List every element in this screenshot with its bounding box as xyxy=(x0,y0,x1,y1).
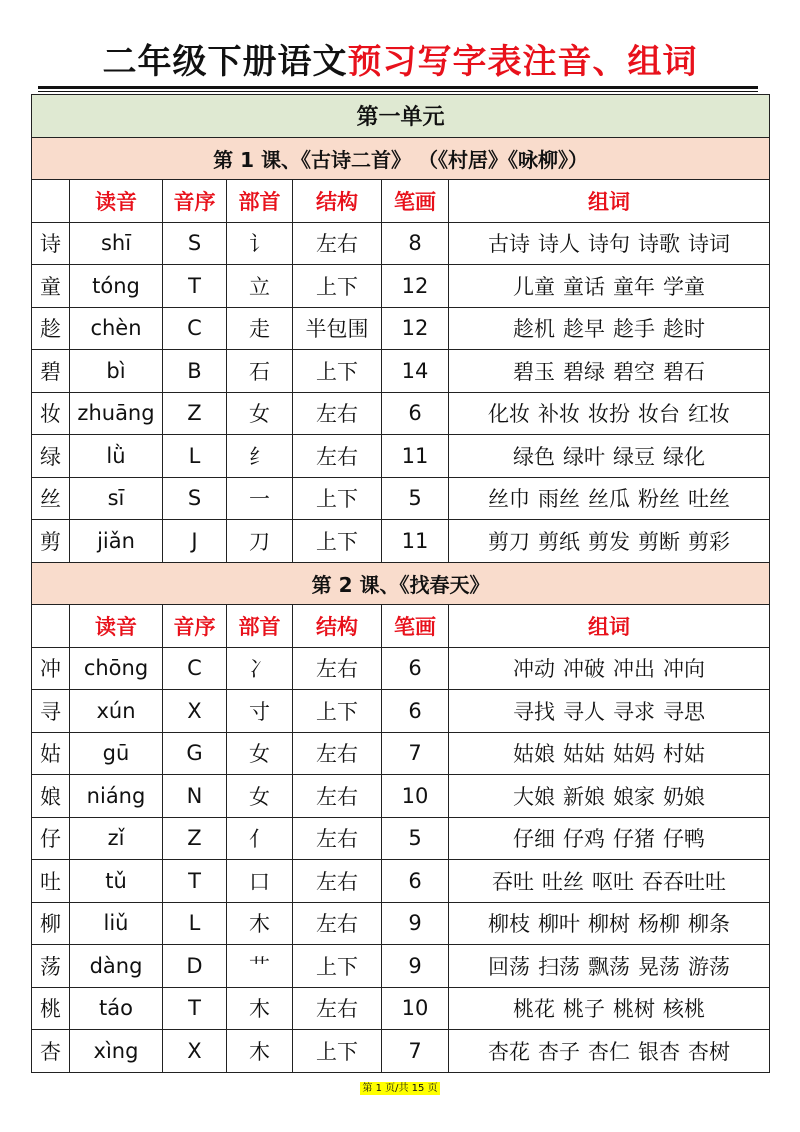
cell-strokes: 11 xyxy=(382,520,449,563)
cell-seq: T xyxy=(163,987,227,1030)
word: 剪发 xyxy=(588,529,631,554)
cell-structure: 上下 xyxy=(293,945,382,988)
word: 吞吐 xyxy=(492,869,535,894)
word: 剪刀 xyxy=(488,529,531,554)
cell-char: 荡 xyxy=(32,945,70,988)
word: 姑姑 xyxy=(563,742,606,767)
word: 剪断 xyxy=(638,529,681,554)
cell-strokes: 14 xyxy=(382,350,449,393)
word: 碧玉 xyxy=(513,359,556,384)
cell-words xyxy=(449,690,770,733)
cell-char: 娘 xyxy=(32,775,70,818)
cell-char: 绿 xyxy=(32,435,70,478)
header-row xyxy=(32,180,770,223)
cell-radical: 走 xyxy=(227,307,293,350)
cell-char: 仔 xyxy=(32,817,70,860)
word: 丝瓜 xyxy=(588,487,631,512)
cell-char: 妆 xyxy=(32,392,70,435)
vocab-table xyxy=(31,94,770,1073)
word: 奶娘 xyxy=(663,784,706,809)
word: 柳树 xyxy=(588,912,631,937)
cell-words xyxy=(449,860,770,903)
word: 寻找 xyxy=(513,699,556,724)
cell-radical: 艹 xyxy=(227,945,293,988)
word: 诗词 xyxy=(688,232,731,257)
cell-strokes: 12 xyxy=(382,307,449,350)
table-row xyxy=(32,350,770,393)
table-row xyxy=(32,265,770,308)
lesson-title: 第 2 课、《找春天》 xyxy=(32,562,770,605)
cell-pinyin: zhuāng xyxy=(70,392,163,435)
word: 雨丝 xyxy=(538,487,581,512)
table-row xyxy=(32,392,770,435)
cell-strokes: 6 xyxy=(382,860,449,903)
word: 寻思 xyxy=(663,699,706,724)
unit-row xyxy=(32,95,770,138)
cell-structure: 上下 xyxy=(293,520,382,563)
word: 呕吐 xyxy=(592,869,635,894)
cell-pinyin: xìng xyxy=(70,1030,163,1073)
cell-strokes: 12 xyxy=(382,265,449,308)
table-row xyxy=(32,732,770,775)
cell-words xyxy=(449,902,770,945)
table-row xyxy=(32,817,770,860)
cell-pinyin: niáng xyxy=(70,775,163,818)
cell-words xyxy=(449,987,770,1030)
word: 柳枝 xyxy=(488,912,531,937)
cell-words xyxy=(449,477,770,520)
cell-structure: 左右 xyxy=(293,647,382,690)
word: 飘荡 xyxy=(588,954,631,979)
title-underline-thin xyxy=(38,91,758,92)
cell-strokes: 5 xyxy=(382,477,449,520)
unit-title: 第一单元 xyxy=(32,95,770,138)
table-row xyxy=(32,775,770,818)
cell-strokes: 7 xyxy=(382,1030,449,1073)
word: 冲动 xyxy=(513,657,556,682)
cell-structure: 上下 xyxy=(293,350,382,393)
cell-pinyin: tóng xyxy=(70,265,163,308)
cell-seq: Z xyxy=(163,392,227,435)
cell-radical: 口 xyxy=(227,860,293,903)
word: 吐丝 xyxy=(688,487,731,512)
cell-words xyxy=(449,222,770,265)
cell-structure: 左右 xyxy=(293,775,382,818)
cell-words xyxy=(449,265,770,308)
word: 童话 xyxy=(563,274,606,299)
word: 杏花 xyxy=(488,1039,531,1064)
word: 游荡 xyxy=(688,954,731,979)
word: 新娘 xyxy=(563,784,606,809)
word: 诗人 xyxy=(538,232,581,257)
cell-pinyin: chèn xyxy=(70,307,163,350)
cell-char: 丝 xyxy=(32,477,70,520)
cell-radical: 石 xyxy=(227,350,293,393)
cell-seq: T xyxy=(163,265,227,308)
lesson-title: 第 1 课、《古诗二首》 （《村居》《咏柳》） xyxy=(32,137,770,180)
word: 妆扮 xyxy=(588,402,631,427)
cell-strokes: 5 xyxy=(382,817,449,860)
page-title xyxy=(0,40,800,84)
cell-seq: B xyxy=(163,350,227,393)
word: 仔鸡 xyxy=(563,827,606,852)
word: 学童 xyxy=(663,274,706,299)
cell-radical: 女 xyxy=(227,732,293,775)
word: 晃荡 xyxy=(638,954,681,979)
word: 桃子 xyxy=(563,997,606,1022)
word: 核桃 xyxy=(663,997,706,1022)
cell-radical: 木 xyxy=(227,1030,293,1073)
cell-seq: X xyxy=(163,690,227,733)
cell-char: 碧 xyxy=(32,350,70,393)
cell-structure: 左右 xyxy=(293,902,382,945)
column-header: 音序 xyxy=(163,180,227,223)
cell-words xyxy=(449,435,770,478)
cell-strokes: 9 xyxy=(382,902,449,945)
cell-words xyxy=(449,1030,770,1073)
cell-pinyin: lǜ xyxy=(70,435,163,478)
word: 杏树 xyxy=(688,1039,731,1064)
word: 剪彩 xyxy=(688,529,731,554)
column-header: 读音 xyxy=(70,605,163,648)
header-row xyxy=(32,605,770,648)
cell-char: 吐 xyxy=(32,860,70,903)
cell-structure: 上下 xyxy=(293,265,382,308)
word: 杏仁 xyxy=(588,1039,631,1064)
column-header: 组词 xyxy=(449,605,770,648)
word: 碧绿 xyxy=(563,359,606,384)
cell-radical: 刀 xyxy=(227,520,293,563)
word: 补妆 xyxy=(538,402,581,427)
cell-char: 桃 xyxy=(32,987,70,1030)
cell-structure: 左右 xyxy=(293,435,382,478)
word: 诗句 xyxy=(588,232,631,257)
word: 粉丝 xyxy=(638,487,681,512)
word: 红妆 xyxy=(688,402,731,427)
cell-seq: C xyxy=(163,307,227,350)
cell-seq: X xyxy=(163,1030,227,1073)
column-header xyxy=(32,180,70,223)
cell-strokes: 6 xyxy=(382,690,449,733)
page-footer xyxy=(0,1076,800,1095)
cell-structure: 上下 xyxy=(293,1030,382,1073)
word: 儿童 xyxy=(513,274,556,299)
cell-radical: 一 xyxy=(227,477,293,520)
cell-seq: S xyxy=(163,477,227,520)
word: 桃树 xyxy=(613,997,656,1022)
word: 柳叶 xyxy=(538,912,581,937)
table-row xyxy=(32,902,770,945)
cell-structure: 上下 xyxy=(293,690,382,733)
cell-char: 杏 xyxy=(32,1030,70,1073)
cell-structure: 左右 xyxy=(293,860,382,903)
cell-pinyin: bì xyxy=(70,350,163,393)
cell-structure: 左右 xyxy=(293,732,382,775)
table-row xyxy=(32,1030,770,1073)
table-row xyxy=(32,945,770,988)
lesson-row xyxy=(32,137,770,180)
word: 仔鸭 xyxy=(663,827,706,852)
word: 趁手 xyxy=(613,317,656,342)
column-header: 笔画 xyxy=(382,180,449,223)
page-number: 第 1 页/共 15 页 xyxy=(362,1083,438,1094)
word: 寻人 xyxy=(563,699,606,724)
word: 童年 xyxy=(613,274,656,299)
cell-radical: 女 xyxy=(227,775,293,818)
word: 绿叶 xyxy=(563,444,606,469)
cell-seq: C xyxy=(163,647,227,690)
column-header: 部首 xyxy=(227,605,293,648)
word: 村姑 xyxy=(663,742,706,767)
cell-radical: 立 xyxy=(227,265,293,308)
word: 化妆 xyxy=(488,402,531,427)
cell-radical: 木 xyxy=(227,902,293,945)
cell-char: 诗 xyxy=(32,222,70,265)
word: 趁早 xyxy=(563,317,606,342)
cell-structure: 左右 xyxy=(293,222,382,265)
table-row xyxy=(32,477,770,520)
cell-structure: 上下 xyxy=(293,477,382,520)
column-header: 读音 xyxy=(70,180,163,223)
title-black-part: 二年级下册语文 xyxy=(102,42,348,82)
word: 姑妈 xyxy=(613,742,656,767)
cell-radical: 木 xyxy=(227,987,293,1030)
table-row xyxy=(32,647,770,690)
cell-char: 姑 xyxy=(32,732,70,775)
cell-words xyxy=(449,775,770,818)
word: 仔猪 xyxy=(613,827,656,852)
cell-pinyin: dàng xyxy=(70,945,163,988)
column-header: 结构 xyxy=(293,605,382,648)
word: 冲向 xyxy=(663,657,706,682)
word: 寻求 xyxy=(613,699,656,724)
word: 扫荡 xyxy=(538,954,581,979)
word: 杨柳 xyxy=(638,912,681,937)
cell-radical: 讠 xyxy=(227,222,293,265)
cell-strokes: 9 xyxy=(382,945,449,988)
word: 趁机 xyxy=(513,317,556,342)
column-header: 笔画 xyxy=(382,605,449,648)
cell-pinyin: sī xyxy=(70,477,163,520)
word: 冲破 xyxy=(563,657,606,682)
cell-seq: Z xyxy=(163,817,227,860)
word: 吐丝 xyxy=(542,869,585,894)
table-row xyxy=(32,435,770,478)
table-row xyxy=(32,307,770,350)
cell-pinyin: zǐ xyxy=(70,817,163,860)
cell-strokes: 10 xyxy=(382,987,449,1030)
cell-seq: J xyxy=(163,520,227,563)
cell-words xyxy=(449,350,770,393)
word: 姑娘 xyxy=(513,742,556,767)
column-header xyxy=(32,605,70,648)
word: 丝巾 xyxy=(488,487,531,512)
cell-radical: 女 xyxy=(227,392,293,435)
lesson-row xyxy=(32,562,770,605)
word: 大娘 xyxy=(513,784,556,809)
cell-char: 寻 xyxy=(32,690,70,733)
table-row xyxy=(32,520,770,563)
cell-structure: 左右 xyxy=(293,392,382,435)
column-header: 组词 xyxy=(449,180,770,223)
cell-strokes: 6 xyxy=(382,647,449,690)
cell-pinyin: gū xyxy=(70,732,163,775)
title-underline xyxy=(38,86,758,89)
word: 碧空 xyxy=(613,359,656,384)
column-header: 部首 xyxy=(227,180,293,223)
cell-seq: L xyxy=(163,902,227,945)
cell-seq: S xyxy=(163,222,227,265)
word: 碧石 xyxy=(663,359,706,384)
word: 回荡 xyxy=(488,954,531,979)
cell-char: 柳 xyxy=(32,902,70,945)
cell-pinyin: táo xyxy=(70,987,163,1030)
word: 柳条 xyxy=(688,912,731,937)
cell-pinyin: tǔ xyxy=(70,860,163,903)
cell-strokes: 8 xyxy=(382,222,449,265)
word: 剪纸 xyxy=(538,529,581,554)
cell-char: 趁 xyxy=(32,307,70,350)
word: 银杏 xyxy=(638,1039,681,1064)
word: 吞吞吐吐 xyxy=(642,869,727,894)
cell-pinyin: xún xyxy=(70,690,163,733)
cell-pinyin: jiǎn xyxy=(70,520,163,563)
word: 桃花 xyxy=(513,997,556,1022)
word: 冲出 xyxy=(613,657,656,682)
word: 绿色 xyxy=(513,444,556,469)
word: 诗歌 xyxy=(638,232,681,257)
table-row xyxy=(32,690,770,733)
cell-strokes: 6 xyxy=(382,392,449,435)
cell-structure: 左右 xyxy=(293,987,382,1030)
column-header: 结构 xyxy=(293,180,382,223)
cell-char: 剪 xyxy=(32,520,70,563)
cell-pinyin: chōng xyxy=(70,647,163,690)
cell-radical: 冫 xyxy=(227,647,293,690)
cell-words xyxy=(449,392,770,435)
word: 趁时 xyxy=(663,317,706,342)
cell-seq: N xyxy=(163,775,227,818)
cell-strokes: 10 xyxy=(382,775,449,818)
word: 绿豆 xyxy=(613,444,656,469)
cell-pinyin: shī xyxy=(70,222,163,265)
cell-pinyin: liǔ xyxy=(70,902,163,945)
cell-strokes: 7 xyxy=(382,732,449,775)
cell-char: 童 xyxy=(32,265,70,308)
word: 妆台 xyxy=(638,402,681,427)
word: 古诗 xyxy=(488,232,531,257)
title-red-part: 预习写字表注音、组词 xyxy=(347,42,698,82)
table-row xyxy=(32,860,770,903)
cell-seq: D xyxy=(163,945,227,988)
cell-char: 冲 xyxy=(32,647,70,690)
cell-structure: 左右 xyxy=(293,817,382,860)
word: 仔细 xyxy=(513,827,556,852)
cell-words xyxy=(449,817,770,860)
cell-radical: 寸 xyxy=(227,690,293,733)
word: 娘家 xyxy=(613,784,656,809)
cell-radical: 纟 xyxy=(227,435,293,478)
table-row xyxy=(32,222,770,265)
cell-seq: L xyxy=(163,435,227,478)
cell-strokes: 11 xyxy=(382,435,449,478)
cell-words xyxy=(449,307,770,350)
table-row xyxy=(32,987,770,1030)
column-header: 音序 xyxy=(163,605,227,648)
cell-words xyxy=(449,647,770,690)
cell-structure: 半包围 xyxy=(293,307,382,350)
cell-seq: T xyxy=(163,860,227,903)
cell-seq: G xyxy=(163,732,227,775)
word: 绿化 xyxy=(663,444,706,469)
cell-words xyxy=(449,520,770,563)
cell-words xyxy=(449,732,770,775)
cell-words xyxy=(449,945,770,988)
cell-radical: 亻 xyxy=(227,817,293,860)
word: 杏子 xyxy=(538,1039,581,1064)
